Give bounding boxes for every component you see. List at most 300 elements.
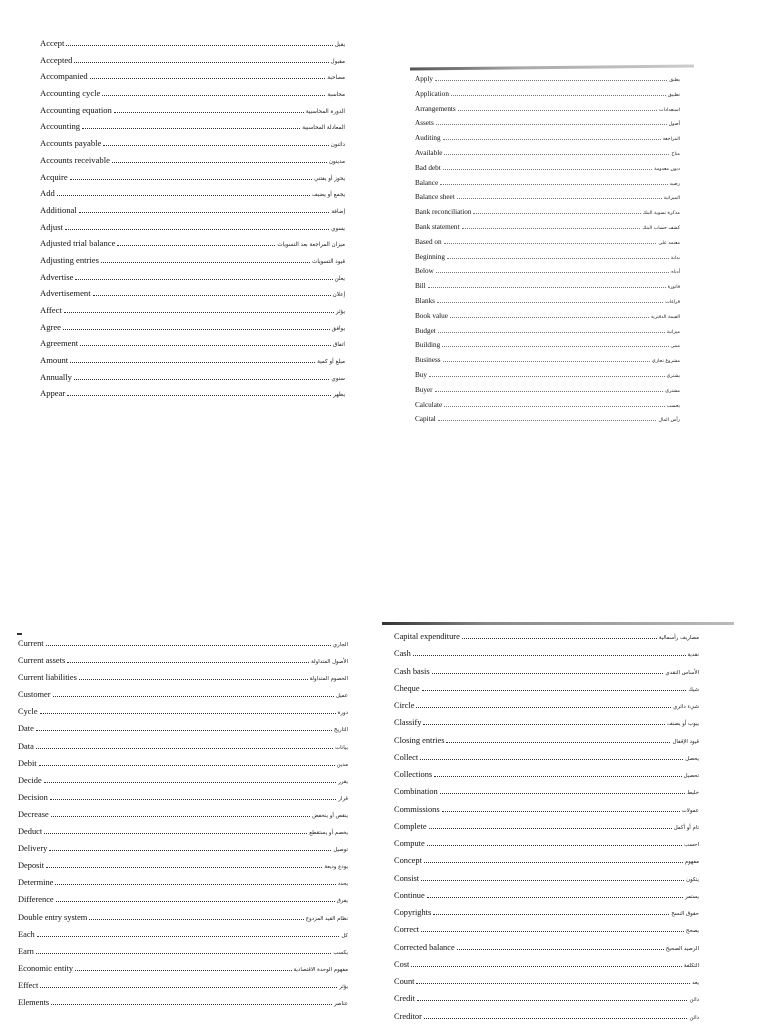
arabic-translation: قرار (338, 795, 348, 802)
glossary-entry (415, 386, 680, 401)
dotted-leader (442, 342, 668, 347)
glossary-entry (40, 255, 345, 272)
dotted-leader (433, 909, 669, 915)
dotted-leader (436, 120, 667, 125)
english-term: Budget (415, 326, 436, 335)
arabic-translation: مبلغ أو كمية (317, 359, 345, 366)
dotted-leader (443, 357, 650, 362)
arabic-translation: الرصيد الصحيح (665, 945, 699, 952)
glossary-entry (415, 105, 680, 120)
arabic-translation: ميزانية (666, 329, 680, 335)
dotted-leader (37, 930, 340, 936)
dotted-leader (46, 640, 331, 646)
dotted-leader (435, 386, 664, 391)
english-term: Closing entries (394, 735, 445, 745)
english-term: Acquire (40, 171, 68, 182)
arabic-translation: إضافة (331, 208, 345, 215)
glossary-page-apply-capital (415, 75, 680, 430)
glossary-entry (18, 656, 348, 673)
glossary-entry (18, 913, 348, 930)
dotted-leader (446, 736, 670, 742)
arabic-translation: مدينون (328, 158, 345, 165)
arabic-translation: دائن (689, 997, 699, 1004)
english-term: Customer (18, 690, 51, 700)
arabic-translation: الأساس النقدي (665, 669, 699, 676)
glossary-entry (40, 355, 345, 372)
english-term: Double entry system (18, 912, 88, 922)
glossary-entry (18, 827, 348, 844)
dotted-leader (421, 926, 684, 932)
english-term: Affect (40, 305, 62, 315)
glossary-entry (18, 639, 348, 656)
arabic-translation: فراغات (665, 299, 680, 305)
arabic-translation: مشتري (665, 388, 680, 394)
english-term: Cheque (394, 683, 420, 693)
dotted-leader (440, 179, 667, 184)
english-term: Correct (394, 925, 420, 935)
english-term: Cash basis (394, 666, 430, 676)
glossary-entry (18, 724, 348, 741)
english-term: Compute (394, 839, 425, 848)
glossary-entry (40, 172, 345, 189)
dotted-leader (89, 913, 303, 919)
glossary-entry (18, 776, 348, 793)
glossary-entry (415, 282, 680, 297)
english-term: Bad debt (415, 163, 441, 172)
dotted-leader (101, 257, 310, 263)
glossary-entry (415, 164, 680, 179)
glossary-entry (394, 701, 699, 718)
english-term: Complete (394, 821, 427, 831)
arabic-translation: يعلن (334, 275, 345, 282)
english-term: Available (415, 148, 443, 157)
arabic-translation: قيود الإقفال (672, 738, 699, 745)
dotted-leader (444, 401, 664, 406)
english-term: Collections (394, 770, 433, 779)
glossary-entry (394, 718, 699, 735)
english-term: Arrangements (415, 104, 456, 113)
english-term: Accounts receivable (40, 154, 110, 165)
glossary-entry (40, 121, 345, 138)
glossary-entry (394, 960, 699, 977)
arabic-translation: يحصل (685, 755, 699, 762)
dotted-leader (53, 691, 334, 697)
dotted-leader (451, 90, 666, 95)
english-term: Beginning (415, 252, 445, 261)
arabic-translation: تطبيق (667, 92, 680, 98)
english-term: Accounting (40, 121, 81, 132)
dotted-leader (444, 150, 669, 155)
glossary-entry (394, 994, 699, 1011)
arabic-translation: عمولات (681, 807, 699, 814)
english-term: Annually (40, 371, 72, 382)
arabic-translation: المراجعة (662, 137, 680, 143)
dotted-leader (46, 862, 322, 868)
arabic-translation: رصيد (669, 181, 680, 187)
english-term: Adjusted trial balance (40, 238, 116, 249)
arabic-translation: يتكون (686, 876, 699, 883)
english-term: Below (415, 267, 434, 276)
arabic-translation: اتفاق (333, 342, 345, 349)
arabic-translation: الدورة المحاسبية (305, 108, 345, 115)
english-term: Business (415, 356, 441, 365)
glossary-entry (394, 925, 699, 942)
dotted-leader (411, 961, 681, 967)
arabic-translation: إعلان (332, 292, 345, 299)
english-term: Assets (415, 119, 434, 128)
dotted-leader (434, 771, 681, 777)
glossary-entry (394, 649, 699, 666)
english-term: Calculate (415, 400, 443, 409)
glossary-entry (415, 312, 680, 327)
english-term: Circle (394, 701, 415, 710)
glossary-entry (40, 388, 345, 405)
english-term: Advertise (40, 271, 74, 282)
english-term: Capital expenditure (394, 632, 460, 641)
arabic-translation: يخصم أو يستقطع (309, 830, 348, 837)
dotted-leader (67, 390, 331, 396)
dotted-leader (67, 657, 309, 663)
dotted-leader (56, 896, 335, 902)
english-term: Count (394, 977, 415, 986)
arabic-translation: يكسب (333, 949, 348, 956)
dotted-leader (63, 323, 330, 329)
dotted-leader (74, 56, 328, 62)
arabic-translation: الأصول المتداولة (311, 659, 348, 666)
english-term: Continue (394, 890, 425, 900)
english-term: Each (18, 929, 35, 939)
dotted-leader (462, 224, 641, 229)
english-term: Combination (394, 787, 438, 797)
glossary-entry (415, 401, 680, 416)
arabic-translation: يبوب أو يصنف (667, 721, 699, 728)
glossary-entry (415, 297, 680, 312)
glossary-entry (394, 753, 699, 770)
english-term: Agreement (40, 338, 79, 349)
english-term: Credit (394, 994, 415, 1004)
dotted-leader (36, 742, 333, 748)
glossary-entry (40, 272, 345, 289)
arabic-translation: التكلفة (683, 962, 699, 969)
english-term: Blanks (415, 296, 435, 305)
english-term: Accounts payable (40, 138, 102, 149)
glossary-entry (40, 305, 345, 322)
glossary-entry (40, 88, 345, 105)
glossary-entry (40, 38, 345, 55)
page-edge-mark (410, 65, 694, 71)
glossary-entry (394, 822, 699, 839)
glossary-entry (415, 75, 680, 90)
dotted-leader (114, 106, 304, 112)
arabic-translation: يقبل (334, 42, 345, 48)
glossary-entry (394, 684, 699, 701)
dotted-leader (457, 943, 664, 949)
dotted-leader (435, 76, 667, 81)
glossary-entry (415, 253, 680, 268)
glossary-entry (415, 415, 680, 430)
dotted-leader (457, 194, 662, 199)
glossary-entry (40, 205, 345, 222)
dotted-leader (79, 674, 308, 680)
arabic-translation: ديون معدومة (654, 166, 680, 172)
glossary-entry (18, 742, 348, 759)
glossary-entry (40, 372, 345, 389)
english-term: Determine (18, 878, 54, 888)
dotted-leader (416, 702, 671, 708)
glossary-entry (394, 977, 699, 994)
glossary-entry (394, 839, 699, 856)
arabic-translation: عناصر (333, 1000, 348, 1007)
glossary-page-current-elements (18, 639, 348, 1015)
english-term: Decide (18, 775, 42, 785)
dotted-leader (424, 1012, 688, 1018)
dotted-leader (450, 312, 649, 317)
glossary-entry (415, 223, 680, 238)
english-term: Buy (415, 370, 427, 379)
arabic-translation: بيانات (335, 744, 348, 751)
glossary-entry (394, 805, 699, 822)
glossary-entry (18, 998, 348, 1015)
arabic-translation: احسب (684, 842, 699, 848)
arabic-translation: محاسبة (327, 92, 345, 99)
english-term: Deposit (18, 861, 45, 871)
dotted-leader (429, 371, 665, 376)
dotted-leader (44, 828, 307, 834)
arabic-translation: ميزان المراجعة بعد التسويات (277, 242, 345, 249)
dotted-leader (443, 164, 652, 169)
dotted-leader (103, 140, 328, 146)
english-term: Debit (18, 758, 37, 768)
dotted-leader (64, 307, 334, 313)
arabic-translation: يسوي (331, 225, 345, 232)
english-term: Creditor (394, 1011, 422, 1021)
glossary-page-capital-expenditure-creditor (394, 632, 699, 1029)
arabic-translation: كل (341, 932, 348, 939)
arabic-translation: الخصوم المتداولة (309, 676, 348, 683)
english-term: Concept (394, 856, 422, 866)
dotted-leader (440, 788, 685, 794)
glossary-entry (415, 356, 680, 371)
arabic-translation: سنوي (331, 375, 345, 382)
english-term: Delivery (18, 844, 48, 854)
arabic-translation: مصاحبة (327, 75, 345, 82)
dotted-leader (473, 209, 640, 214)
dotted-leader (427, 892, 683, 898)
dotted-leader (427, 840, 682, 846)
arabic-translation: مبنى (670, 344, 680, 350)
glossary-page-accept-appear (40, 38, 345, 405)
english-term: Current assets (18, 656, 66, 666)
english-term: Building (415, 341, 441, 350)
glossary-entry (394, 787, 699, 804)
glossary-entry (394, 856, 699, 873)
glossary-entry (394, 770, 699, 787)
dotted-leader (79, 207, 330, 213)
dotted-leader (442, 805, 680, 811)
glossary-entry (394, 1012, 699, 1029)
arabic-translation: تحصيل (683, 773, 699, 779)
arabic-translation: فاتورة (667, 285, 680, 291)
arabic-translation: يجمع أو يضيف (311, 192, 345, 199)
english-term: Book value (415, 311, 448, 320)
arabic-translation: نقدية (687, 652, 699, 659)
glossary-entry (18, 895, 348, 912)
glossary-entry (18, 861, 348, 878)
glossary-entry (18, 844, 348, 861)
dotted-leader (443, 135, 661, 140)
arabic-translation: رأس المال (658, 418, 680, 424)
english-term: Appear (40, 388, 66, 399)
english-term: Adjust (40, 221, 63, 232)
english-term: Earn (18, 946, 34, 956)
dotted-leader (40, 708, 336, 714)
english-term: Elements (18, 997, 50, 1007)
english-term: Application (415, 89, 449, 98)
dotted-leader (40, 982, 337, 988)
glossary-entry (415, 267, 680, 282)
glossary-entry (415, 134, 680, 149)
arabic-translation: شيء دائري (673, 704, 699, 710)
dotted-leader (428, 283, 666, 288)
glossary-entry (18, 947, 348, 964)
dotted-leader (117, 240, 275, 246)
arabic-translation: يقرر (338, 778, 348, 785)
arabic-translation: عميل (335, 693, 348, 700)
arabic-translation: يوافق (331, 325, 345, 332)
glossary-entry (40, 188, 345, 205)
arabic-translation: مقبول (330, 58, 345, 65)
dotted-leader (36, 725, 332, 731)
dotted-leader (82, 123, 300, 129)
glossary-entry (18, 964, 348, 981)
arabic-translation: الجاري (332, 642, 348, 648)
english-term: Economic entity (18, 963, 74, 973)
dotted-leader (70, 357, 315, 363)
arabic-translation: دائنون (330, 142, 345, 149)
arabic-translation: يصحح (685, 928, 699, 935)
glossary-entry (394, 891, 699, 908)
dotted-leader (437, 298, 663, 303)
glossary-entry (18, 673, 348, 690)
glossary-entry (40, 338, 345, 355)
glossary-entry (394, 667, 699, 684)
glossary-entry (415, 90, 680, 105)
arabic-translation: يطبق (669, 78, 680, 83)
dotted-leader (90, 73, 326, 79)
arabic-translation: يحوز أو يقتني (314, 175, 345, 182)
english-term: Corrected balance (394, 942, 455, 952)
dotted-leader (422, 685, 687, 691)
dotted-leader (51, 811, 310, 817)
english-term: Buyer (415, 385, 433, 394)
dotted-leader (51, 999, 332, 1005)
english-term: Balance (415, 178, 439, 187)
arabic-translation: التاريخ (334, 727, 348, 734)
arabic-translation: متاح (671, 151, 680, 157)
glossary-entry (18, 878, 348, 895)
arabic-translation: دورة (337, 710, 348, 717)
glossary-entry (415, 149, 680, 164)
english-term: Cost (394, 959, 410, 969)
english-term: Copyrights (394, 908, 432, 917)
glossary-entry (40, 71, 345, 88)
glossary-entry (40, 222, 345, 239)
arabic-translation: يعد (692, 980, 699, 986)
arabic-translation: مفهوم الوحدة الاقتصادية (293, 966, 348, 973)
glossary-entry (415, 119, 680, 134)
arabic-translation: خليط (687, 790, 699, 797)
dotted-leader (39, 759, 335, 765)
english-term: Current liabilities (18, 673, 77, 683)
english-term: Deduct (18, 827, 43, 837)
arabic-translation: أدناه (671, 270, 680, 276)
dotted-leader (432, 667, 664, 673)
english-term: Accepted (40, 54, 73, 65)
english-term: Accept (40, 38, 65, 48)
dotted-leader (421, 874, 684, 880)
glossary-entry (415, 341, 680, 356)
glossary-entry (415, 208, 680, 223)
dotted-leader (413, 650, 686, 656)
arabic-translation: قيود التسويات (312, 258, 345, 265)
glossary-entry (18, 707, 348, 724)
english-term: Adjusting entries (40, 254, 99, 265)
english-term: Apply (415, 75, 433, 83)
arabic-translation: معتمد على (658, 240, 680, 246)
dotted-leader (75, 273, 332, 279)
glossary-entry (40, 138, 345, 155)
arabic-translation: يؤثر (339, 983, 348, 990)
arabic-translation: يؤثر (335, 309, 345, 315)
dotted-leader (438, 416, 657, 421)
dotted-leader (420, 754, 683, 760)
arabic-translation: المعادلة المحاسبية (302, 125, 345, 132)
english-term: Effect (18, 980, 39, 990)
glossary-entry (394, 632, 699, 649)
arabic-translation: يشتري (666, 373, 680, 379)
glossary-entry (40, 238, 345, 255)
english-term: Cycle (18, 707, 38, 717)
arabic-translation: كشف حساب البنك (642, 225, 680, 231)
dotted-leader (444, 238, 657, 243)
dotted-leader (429, 823, 672, 829)
dotted-leader (50, 794, 337, 800)
dotted-leader (447, 253, 669, 258)
dotted-leader (436, 268, 669, 273)
english-term: Consist (394, 873, 420, 883)
arabic-translation: يظهر (333, 392, 345, 399)
arabic-translation: يحدد (337, 881, 348, 888)
english-term: Balance sheet (415, 193, 455, 202)
glossary-entry (18, 810, 348, 827)
english-term: Accompanied (40, 71, 88, 82)
arabic-translation: مذكرة تسوية البنك (642, 211, 680, 217)
glossary-entry (40, 288, 345, 305)
dotted-leader (93, 290, 331, 296)
glossary-entry (40, 322, 345, 339)
dotted-leader (80, 340, 331, 346)
dotted-leader (416, 978, 690, 984)
page-edge-mark (17, 633, 22, 635)
english-term: Commissions (394, 804, 440, 814)
english-term: Capital (415, 415, 436, 424)
glossary-entry (18, 981, 348, 998)
dotted-leader (438, 327, 665, 332)
glossary-entry (394, 943, 699, 960)
english-term: Decrease (18, 809, 49, 819)
dotted-leader (44, 777, 336, 783)
arabic-translation: يفرق (336, 898, 348, 905)
